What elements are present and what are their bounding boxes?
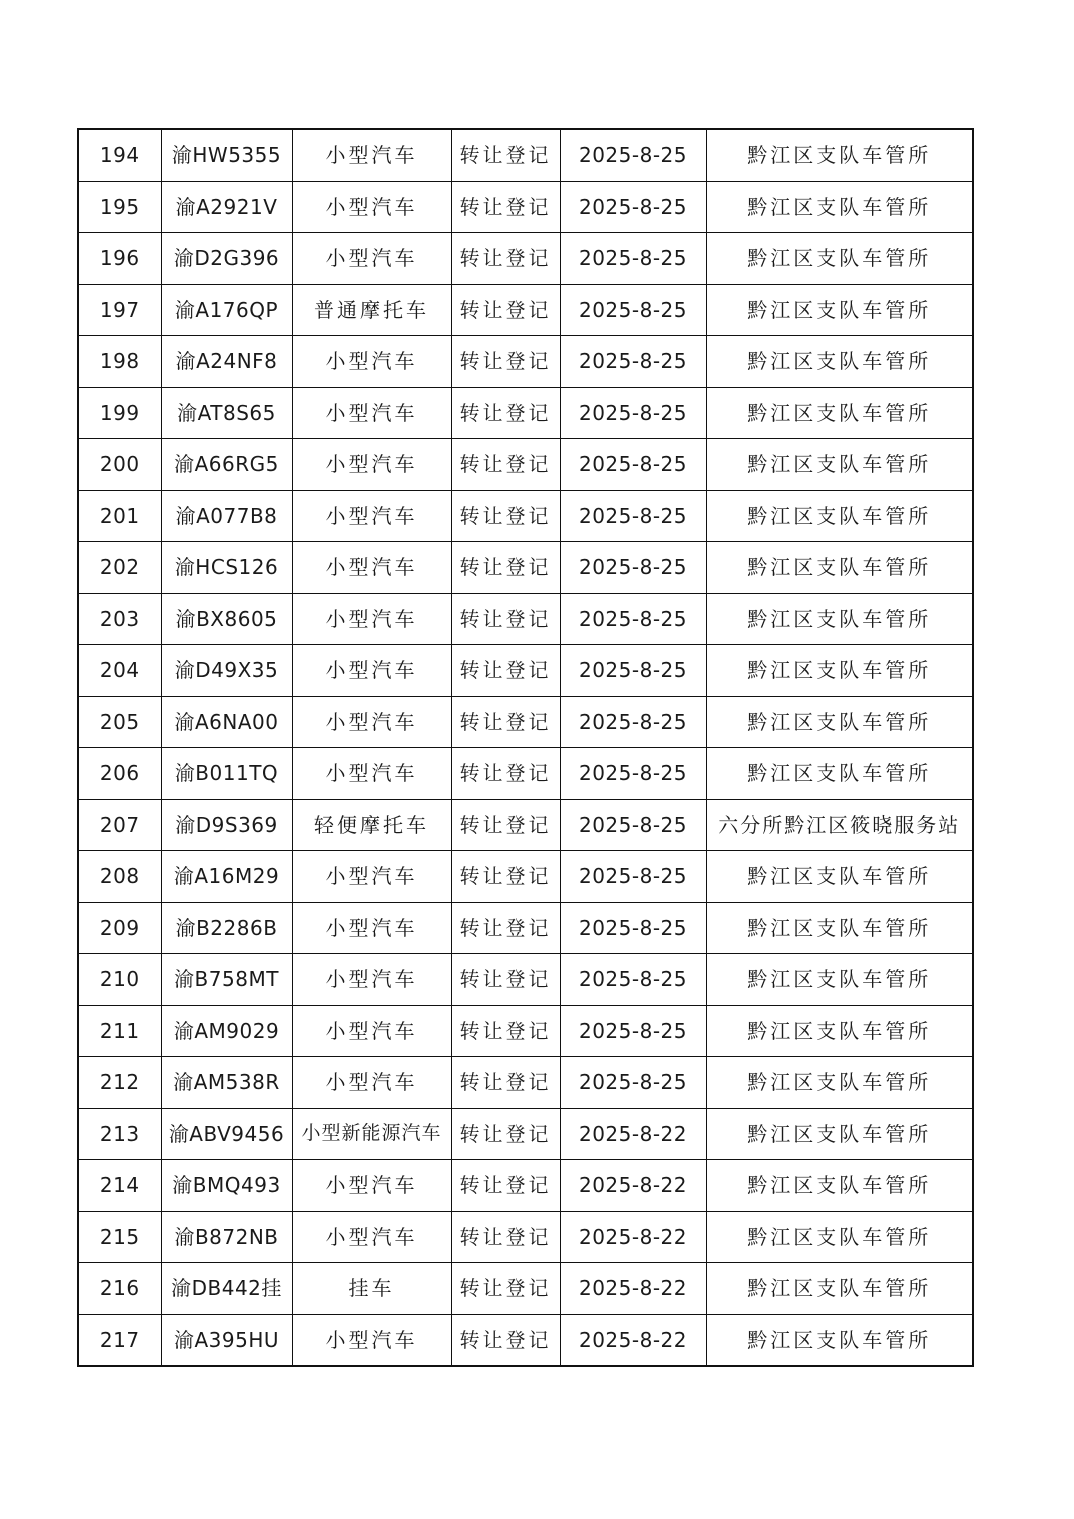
- station-cell: 黔江区支队车管所: [706, 851, 973, 903]
- vehicle-type-cell: 小型汽车: [292, 851, 451, 903]
- row-number-cell: 196: [78, 233, 161, 285]
- business-type-cell: 转让登记: [451, 902, 560, 954]
- business-type-cell: 转让登记: [451, 1160, 560, 1212]
- row-number-cell: 206: [78, 748, 161, 800]
- business-type-cell: 转让登记: [451, 696, 560, 748]
- vehicle-type-cell: 小型汽车: [292, 954, 451, 1006]
- business-type-cell: 转让登记: [451, 645, 560, 697]
- plate-number-cell: 渝B872NB: [161, 1211, 292, 1263]
- table-row: [78, 181, 973, 233]
- plate-number-cell: 渝A66RG5: [161, 439, 292, 491]
- row-number-cell: 203: [78, 593, 161, 645]
- business-type-cell: 转让登记: [451, 129, 560, 181]
- business-type-cell: 转让登记: [451, 1108, 560, 1160]
- table-row: [78, 1314, 973, 1366]
- business-type-cell: 转让登记: [451, 387, 560, 439]
- station-cell: 黔江区支队车管所: [706, 954, 973, 1006]
- row-number-cell: 195: [78, 181, 161, 233]
- row-number-cell: 201: [78, 490, 161, 542]
- table-row: [78, 387, 973, 439]
- table-row: [78, 284, 973, 336]
- station-cell: 黔江区支队车管所: [706, 1211, 973, 1263]
- vehicle-type-cell: 小型汽车: [292, 1314, 451, 1366]
- vehicle-type-cell: 小型汽车: [292, 336, 451, 388]
- table-row: [78, 1108, 973, 1160]
- vehicle-type-cell: 小型汽车: [292, 387, 451, 439]
- date-cell: 2025-8-25: [560, 593, 706, 645]
- business-type-cell: 转让登记: [451, 593, 560, 645]
- business-type-cell: 转让登记: [451, 1005, 560, 1057]
- row-number-cell: 197: [78, 284, 161, 336]
- table-row: [78, 129, 973, 181]
- date-cell: 2025-8-25: [560, 129, 706, 181]
- station-cell: 黔江区支队车管所: [706, 1263, 973, 1315]
- row-number-cell: 213: [78, 1108, 161, 1160]
- row-number-cell: 200: [78, 439, 161, 491]
- plate-number-cell: 渝A6NA00: [161, 696, 292, 748]
- plate-number-cell: 渝HCS126: [161, 542, 292, 594]
- table-row: [78, 1005, 973, 1057]
- station-cell: 黔江区支队车管所: [706, 439, 973, 491]
- vehicle-type-cell: 小型汽车: [292, 593, 451, 645]
- date-cell: 2025-8-25: [560, 336, 706, 388]
- vehicle-type-cell: 轻便摩托车: [292, 799, 451, 851]
- table-row: [78, 1263, 973, 1315]
- table-row: [78, 645, 973, 697]
- business-type-cell: 转让登记: [451, 284, 560, 336]
- date-cell: 2025-8-25: [560, 696, 706, 748]
- date-cell: 2025-8-25: [560, 284, 706, 336]
- plate-number-cell: 渝A176QP: [161, 284, 292, 336]
- table-row: [78, 336, 973, 388]
- station-cell: 黔江区支队车管所: [706, 490, 973, 542]
- table-row: [78, 542, 973, 594]
- business-type-cell: 转让登记: [451, 542, 560, 594]
- vehicle-type-cell: 小型汽车: [292, 1211, 451, 1263]
- table-row: [78, 233, 973, 285]
- vehicle-type-cell: 小型汽车: [292, 181, 451, 233]
- row-number-cell: 198: [78, 336, 161, 388]
- vehicle-type-cell: 小型汽车: [292, 233, 451, 285]
- station-cell: 黔江区支队车管所: [706, 748, 973, 800]
- row-number-cell: 208: [78, 851, 161, 903]
- vehicle-type-cell: 普通摩托车: [292, 284, 451, 336]
- business-type-cell: 转让登记: [451, 233, 560, 285]
- vehicle-type-cell: 小型汽车: [292, 1057, 451, 1109]
- business-type-cell: 转让登记: [451, 851, 560, 903]
- station-cell: 黔江区支队车管所: [706, 542, 973, 594]
- vehicle-type-cell: 小型汽车: [292, 696, 451, 748]
- date-cell: 2025-8-25: [560, 1005, 706, 1057]
- plate-number-cell: 渝A077B8: [161, 490, 292, 542]
- date-cell: 2025-8-25: [560, 542, 706, 594]
- vehicle-type-cell: 小型汽车: [292, 490, 451, 542]
- vehicle-type-cell: 小型汽车: [292, 902, 451, 954]
- plate-number-cell: 渝B758MT: [161, 954, 292, 1006]
- table-row: [78, 439, 973, 491]
- plate-number-cell: 渝A16M29: [161, 851, 292, 903]
- vehicle-type-cell: 小型汽车: [292, 645, 451, 697]
- date-cell: 2025-8-25: [560, 645, 706, 697]
- table-row: [78, 1160, 973, 1212]
- row-number-cell: 214: [78, 1160, 161, 1212]
- date-cell: 2025-8-25: [560, 1057, 706, 1109]
- plate-number-cell: 渝D9S369: [161, 799, 292, 851]
- business-type-cell: 转让登记: [451, 1314, 560, 1366]
- business-type-cell: 转让登记: [451, 1211, 560, 1263]
- business-type-cell: 转让登记: [451, 799, 560, 851]
- plate-number-cell: 渝AM538R: [161, 1057, 292, 1109]
- business-type-cell: 转让登记: [451, 1057, 560, 1109]
- business-type-cell: 转让登记: [451, 490, 560, 542]
- row-number-cell: 217: [78, 1314, 161, 1366]
- plate-number-cell: 渝A24NF8: [161, 336, 292, 388]
- row-number-cell: 215: [78, 1211, 161, 1263]
- date-cell: 2025-8-25: [560, 233, 706, 285]
- table-row: [78, 593, 973, 645]
- station-cell: 黔江区支队车管所: [706, 1160, 973, 1212]
- vehicle-type-cell: 小型汽车: [292, 748, 451, 800]
- table-body: [78, 129, 973, 1366]
- vehicle-type-cell: 小型新能源汽车: [292, 1108, 451, 1160]
- plate-number-cell: 渝AT8S65: [161, 387, 292, 439]
- business-type-cell: 转让登记: [451, 748, 560, 800]
- date-cell: 2025-8-25: [560, 954, 706, 1006]
- table-row: [78, 1057, 973, 1109]
- plate-number-cell: 渝AM9029: [161, 1005, 292, 1057]
- vehicle-type-cell: 挂车: [292, 1263, 451, 1315]
- table-row: [78, 1211, 973, 1263]
- station-cell: 黔江区支队车管所: [706, 181, 973, 233]
- vehicle-type-cell: 小型汽车: [292, 542, 451, 594]
- date-cell: 2025-8-25: [560, 387, 706, 439]
- business-type-cell: 转让登记: [451, 336, 560, 388]
- station-cell: 黔江区支队车管所: [706, 387, 973, 439]
- row-number-cell: 199: [78, 387, 161, 439]
- date-cell: 2025-8-25: [560, 748, 706, 800]
- station-cell: 黔江区支队车管所: [706, 233, 973, 285]
- business-type-cell: 转让登记: [451, 181, 560, 233]
- row-number-cell: 210: [78, 954, 161, 1006]
- station-cell: 黔江区支队车管所: [706, 696, 973, 748]
- row-number-cell: 209: [78, 902, 161, 954]
- vehicle-type-cell: 小型汽车: [292, 129, 451, 181]
- row-number-cell: 205: [78, 696, 161, 748]
- row-number-cell: 212: [78, 1057, 161, 1109]
- plate-number-cell: 渝ABV9456: [161, 1108, 292, 1160]
- plate-number-cell: 渝BMQ493: [161, 1160, 292, 1212]
- date-cell: 2025-8-22: [560, 1314, 706, 1366]
- row-number-cell: 202: [78, 542, 161, 594]
- station-cell: 黔江区支队车管所: [706, 284, 973, 336]
- table-row: [78, 799, 973, 851]
- business-type-cell: 转让登记: [451, 954, 560, 1006]
- table-row: [78, 902, 973, 954]
- date-cell: 2025-8-25: [560, 439, 706, 491]
- date-cell: 2025-8-25: [560, 799, 706, 851]
- plate-number-cell: 渝DB442挂: [161, 1263, 292, 1315]
- vehicle-type-cell: 小型汽车: [292, 1005, 451, 1057]
- station-cell: 黔江区支队车管所: [706, 1057, 973, 1109]
- station-cell: 黔江区支队车管所: [706, 1005, 973, 1057]
- vehicle-type-cell: 小型汽车: [292, 1160, 451, 1212]
- station-cell: 黔江区支队车管所: [706, 593, 973, 645]
- table-row: [78, 490, 973, 542]
- station-cell: 黔江区支队车管所: [706, 336, 973, 388]
- station-cell: 黔江区支队车管所: [706, 645, 973, 697]
- station-cell: 黔江区支队车管所: [706, 902, 973, 954]
- date-cell: 2025-8-25: [560, 902, 706, 954]
- row-number-cell: 216: [78, 1263, 161, 1315]
- plate-number-cell: 渝A395HU: [161, 1314, 292, 1366]
- vehicle-transfer-records-table: [77, 128, 974, 1367]
- row-number-cell: 207: [78, 799, 161, 851]
- vehicle-type-cell: 小型汽车: [292, 439, 451, 491]
- plate-number-cell: 渝HW5355: [161, 129, 292, 181]
- plate-number-cell: 渝B011TQ: [161, 748, 292, 800]
- row-number-cell: 204: [78, 645, 161, 697]
- table-row: [78, 851, 973, 903]
- table-row: [78, 954, 973, 1006]
- date-cell: 2025-8-25: [560, 851, 706, 903]
- table-row: [78, 748, 973, 800]
- plate-number-cell: 渝D2G396: [161, 233, 292, 285]
- date-cell: 2025-8-25: [560, 181, 706, 233]
- date-cell: 2025-8-22: [560, 1263, 706, 1315]
- station-cell: 黔江区支队车管所: [706, 1314, 973, 1366]
- date-cell: 2025-8-22: [560, 1211, 706, 1263]
- row-number-cell: 211: [78, 1005, 161, 1057]
- plate-number-cell: 渝BX8605: [161, 593, 292, 645]
- plate-number-cell: 渝B2286B: [161, 902, 292, 954]
- business-type-cell: 转让登记: [451, 1263, 560, 1315]
- row-number-cell: 194: [78, 129, 161, 181]
- date-cell: 2025-8-22: [560, 1160, 706, 1212]
- table-row: [78, 696, 973, 748]
- station-cell: 黔江区支队车管所: [706, 1108, 973, 1160]
- date-cell: 2025-8-25: [560, 490, 706, 542]
- plate-number-cell: 渝D49X35: [161, 645, 292, 697]
- date-cell: 2025-8-22: [560, 1108, 706, 1160]
- station-cell: 黔江区支队车管所: [706, 129, 973, 181]
- business-type-cell: 转让登记: [451, 439, 560, 491]
- station-cell: 六分所黔江区筱晓服务站: [706, 799, 973, 851]
- plate-number-cell: 渝A2921V: [161, 181, 292, 233]
